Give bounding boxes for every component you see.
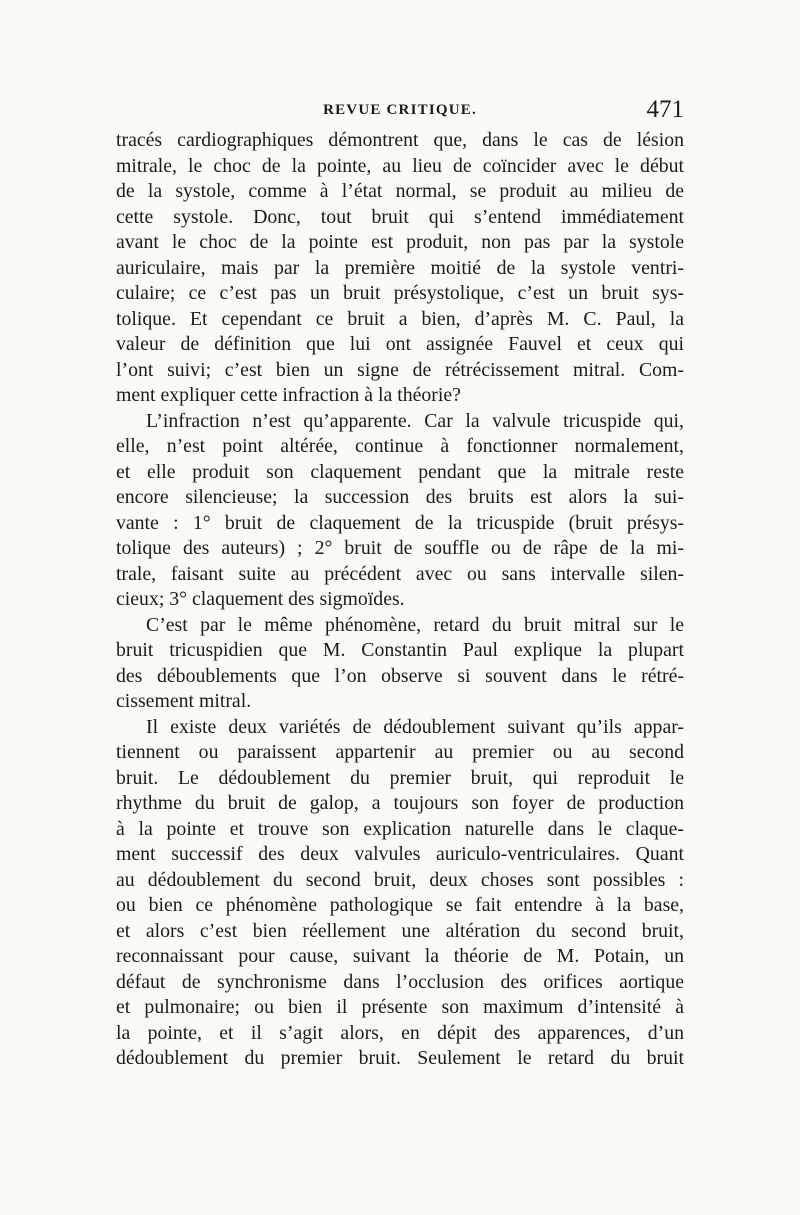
text-line: avant le choc de la pointe est produit, non pas par la systole bbox=[116, 231, 684, 253]
text-line: tolique des auteurs) ; 2° bruit de souffle ou de râpe de la mi- bbox=[116, 537, 684, 559]
paragraph-first-line: L’infraction n’est qu’apparente. Car la valvule tricuspide qui, bbox=[146, 409, 684, 432]
text-line: cette systole. Donc, tout bruit qui s’entend immédiatement bbox=[116, 205, 684, 228]
running-title: REVUE CRITIQUE. bbox=[323, 102, 477, 118]
text-line: bruit tricuspidien que M. Constantin Paul explique la plupart bbox=[116, 639, 684, 661]
text-line: vante : 1° bruit de claquement de la tricuspide (bruit présys- bbox=[116, 511, 684, 534]
paragraph-first-line: Il existe deux variétés de dédoublement suivant qu’ils appar- bbox=[146, 715, 684, 738]
text-line: des déboublements que l’on observe si souvent dans le rétré- bbox=[116, 664, 684, 687]
text-line: encore silencieuse; la succession des bruits est alors la sui- bbox=[116, 486, 684, 508]
text-line: et pulmonaire; ou bien il présente son maximum d’intensité à bbox=[116, 996, 684, 1018]
text-line: cieux; 3° claquement des sigmoïdes. bbox=[116, 588, 405, 610]
text-line: ment expliquer cette infraction à la théorie? bbox=[116, 384, 461, 406]
text-line: de la systole, comme à l’état normal, se produit au milieu de bbox=[116, 180, 684, 202]
text-line: cissement mitral. bbox=[116, 690, 252, 712]
text-line: tiennent ou paraissent appartenir au premier ou au second bbox=[116, 741, 684, 763]
text-line: tracés cardiographiques démontrent que, dans le cas de lésion bbox=[116, 129, 684, 151]
text-line: culaire; ce c’est pas un bruit présystolique, c’est un bruit sys- bbox=[116, 282, 684, 304]
text-line: et elle produit son claquement pendant que la mitrale reste bbox=[116, 460, 684, 483]
text-line: auriculaire, mais par la première moitié de la systole ventri- bbox=[116, 256, 684, 279]
text-line: dédoublement du premier bruit. Seulement le retard du bruit bbox=[116, 1047, 684, 1069]
text-line: rhythme du bruit de galop, a toujours son foyer de production bbox=[116, 792, 684, 814]
text-line: à la pointe et trouve son explication naturelle dans le claque- bbox=[116, 817, 684, 840]
running-head bbox=[116, 96, 684, 126]
text-line: ou bien ce phénomène pathologique se fait entendre à la base, bbox=[116, 894, 684, 916]
text-line: et alors c’est bien réellement une altération du second bruit, bbox=[116, 919, 684, 942]
text-line: tolique. Et cependant ce bruit a bien, d’après M. C. Paul, la bbox=[116, 307, 684, 330]
paragraph-first-line: C’est par le même phénomène, retard du bruit mitral sur le bbox=[146, 613, 684, 636]
body-text bbox=[116, 128, 684, 1072]
text-line: l’ont suivi; c’est bien un signe de rétrécissement mitral. Com- bbox=[116, 358, 684, 381]
text-line: reconnaissant pour cause, suivant la théorie de M. Potain, un bbox=[116, 945, 684, 967]
text-line: bruit. Le dédoublement du premier bruit, qui reproduit le bbox=[116, 766, 684, 789]
page-number: 471 bbox=[646, 96, 684, 123]
text-line: mitrale, le choc de la pointe, au lieu de coïncider avec le début bbox=[116, 154, 684, 177]
text-line: ment successif des deux valvules auriculo-ventriculaires. Quant bbox=[116, 843, 684, 865]
text-line: au dédoublement du second bruit, deux choses sont possibles : bbox=[116, 868, 684, 891]
text-line: défaut de synchronisme dans l’occlusion des orifices aortique bbox=[116, 970, 684, 993]
text-line: trale, faisant suite au précédent avec ou sans intervalle silen- bbox=[116, 562, 684, 585]
text-line: valeur de définition que lui ont assignée Fauvel et ceux qui bbox=[116, 333, 684, 355]
text-line: la pointe, et il s’agit alors, en dépit des apparences, d’un bbox=[116, 1021, 684, 1044]
text-line: elle, n’est point altérée, continue à fonctionner normalement, bbox=[116, 435, 684, 457]
